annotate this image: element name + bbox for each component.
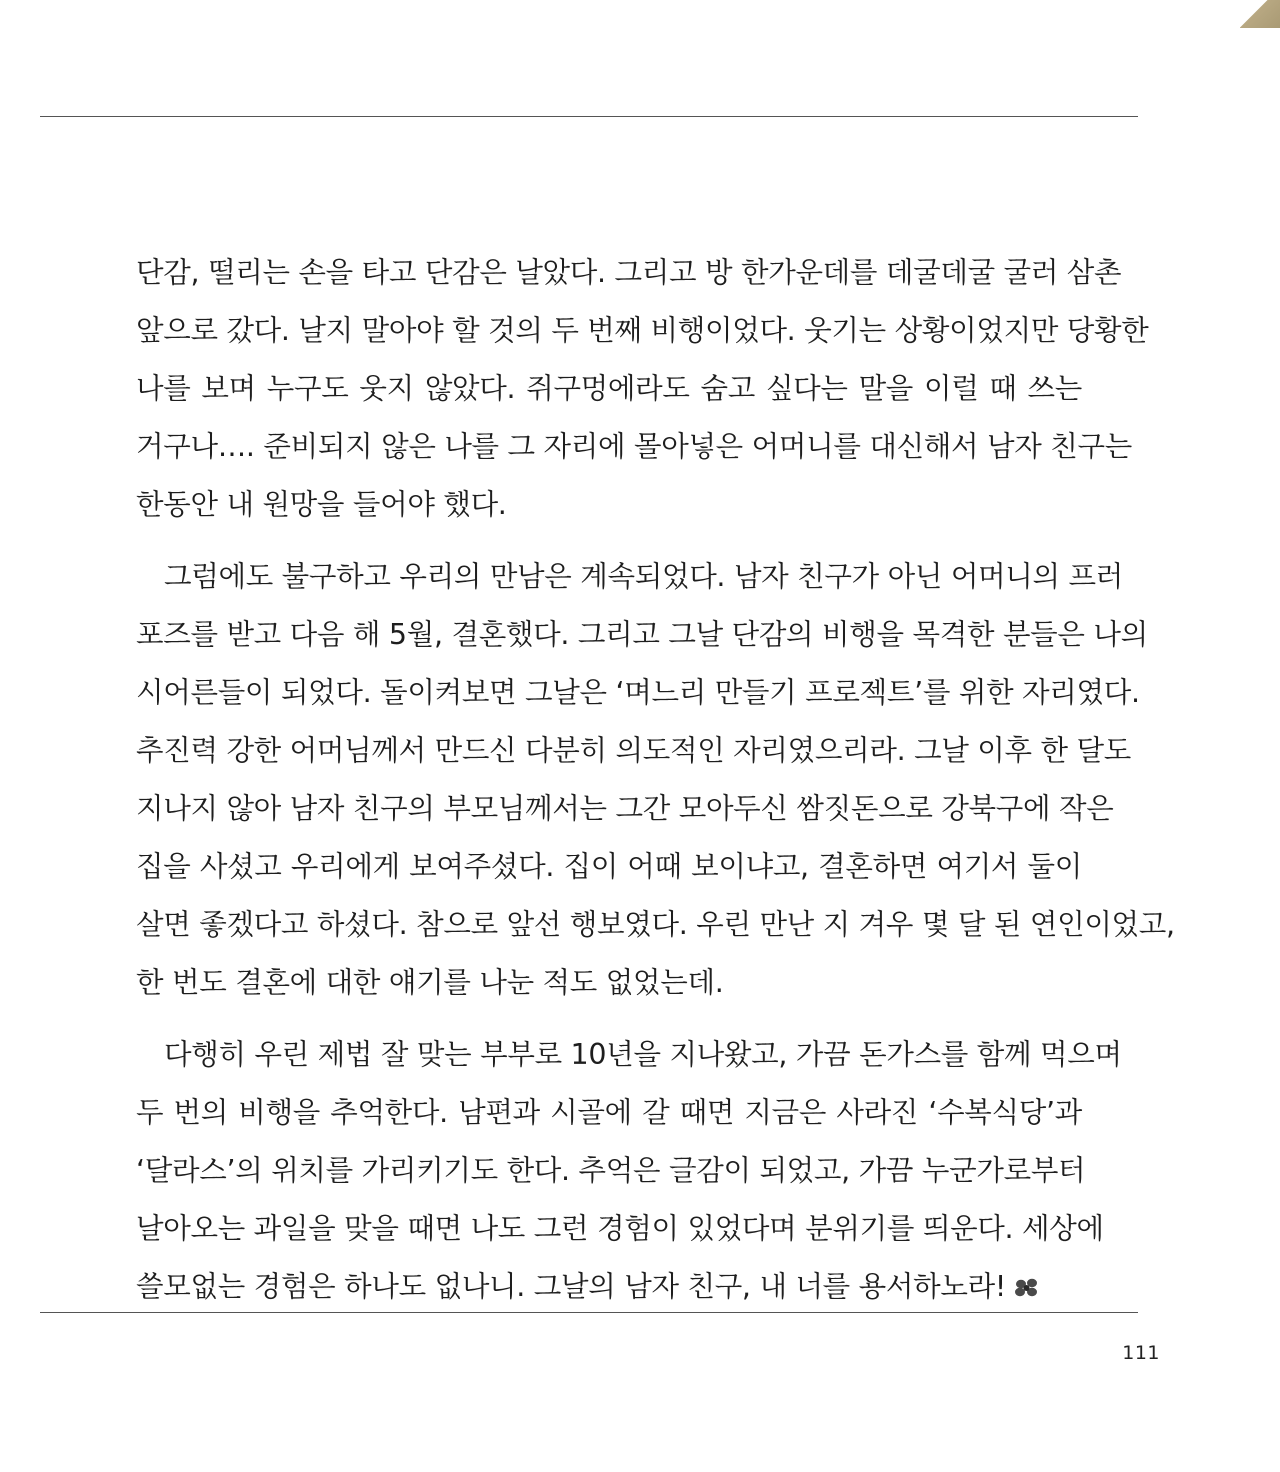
- text-line: 나를 보며 누구도 웃지 않았다. 쥐구멍에라도 숨고 싶다는 말을 이럴 때 쓰는: [136, 372, 1082, 405]
- text-line: 한 번도 결혼에 대한 얘기를 나눈 적도 없었는데.: [136, 966, 724, 999]
- text-line-final: [136, 1258, 1082, 1316]
- paragraph-gap: [136, 534, 1082, 548]
- text-line: 거구나…. 준비되지 않은 나를 그 자리에 몰아넣은 어머니를 대신해서 남자 친구는: [136, 430, 1132, 463]
- text-line: 지나지 않아 남자 친구의 부모님께서는 그간 모아두신 쌈짓돈으로 강북구에 작은: [136, 792, 1114, 825]
- text-line: 살면 좋겠다고 하셨다. 참으로 앞선 행보였다. 우린 만난 지 겨우 몇 달 된 연인이었고,: [136, 908, 1175, 941]
- bottom-rule: [40, 1312, 1138, 1313]
- page-number: 111: [1122, 1342, 1160, 1364]
- text-line: ‘달라스’의 위치를 가리키기도 한다. 추억은 글감이 되었고, 가끔 누군가로부터: [136, 1154, 1086, 1187]
- body-text: [136, 244, 1175, 1316]
- top-rule: [40, 116, 1138, 117]
- paragraph-gap: [136, 1012, 1082, 1026]
- text-line: 시어른들이 되었다. 돌이켜보면 그날은 ‘며느리 만들기 프로젝트’를 위한 자리였다.: [136, 676, 1140, 709]
- text-line: 앞으로 갔다. 날지 말아야 할 것의 두 번째 비행이었다. 웃기는 상황이었지만 당황한: [136, 314, 1149, 347]
- page-corner-mark: [1240, 0, 1280, 28]
- text-line: 그럼에도 불구하고 우리의 만남은 계속되었다. 남자 친구가 아닌 어머니의 프러: [164, 560, 1123, 593]
- text-line: 두 번의 비행을 추억한다. 남편과 시골에 갈 때면 지금은 사라진 ‘수복식당’과: [136, 1096, 1082, 1129]
- final-line-text: 쓸모없는 경험은 하나도 없나니. 그날의 남자 친구, 내 너를 용서하노라!: [136, 1270, 1006, 1303]
- text-line: 날아오는 과일을 맞을 때면 나도 그런 경험이 있었다며 분위기를 띄운다. 세상에: [136, 1212, 1104, 1245]
- text-line: 추진력 강한 어머님께서 만드신 다분히 의도적인 자리였으리라. 그날 이후 한 달도: [136, 734, 1131, 767]
- text-line: 집을 사셨고 우리에게 보여주셨다. 집이 어때 보이냐고, 결혼하면 여기서 둘이: [136, 850, 1082, 883]
- text-line: 단감, 떨리는 손을 타고 단감은 날았다. 그리고 방 한가운데를 데굴데굴 굴러 삼촌: [136, 256, 1122, 289]
- text-line: 다행히 우린 제법 잘 맞는 부부로 10년을 지나왔고, 가끔 돈가스를 함께 먹으며: [164, 1038, 1122, 1071]
- text-line: 한동안 내 원망을 들어야 했다.: [136, 488, 507, 521]
- flower-ornament-icon: [1012, 1276, 1042, 1300]
- text-line: 포즈를 받고 다음 해 5월, 결혼했다. 그리고 그날 단감의 비행을 목격한 분들은 나의: [136, 618, 1148, 651]
